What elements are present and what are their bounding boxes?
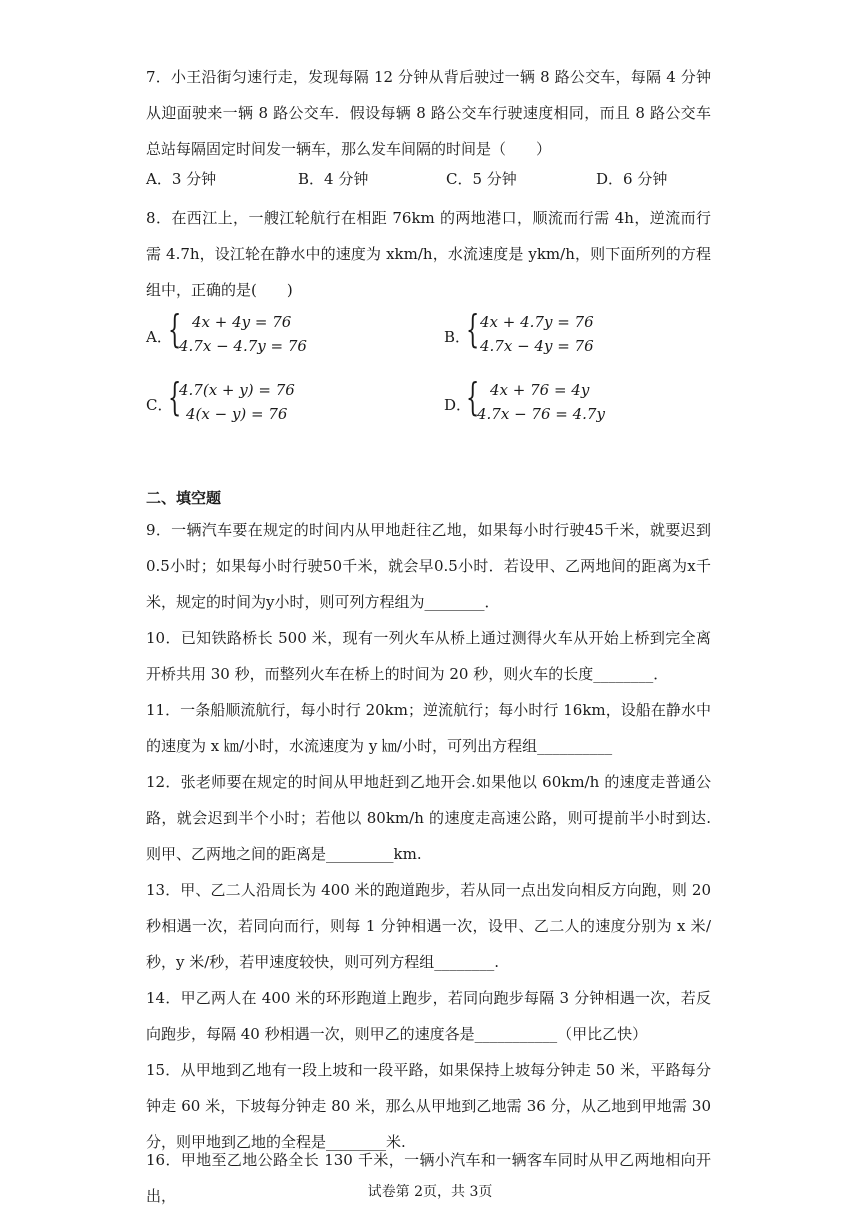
page-footer: 试卷第 2页，共 3页 bbox=[367, 1184, 493, 1200]
equation-2: 4.7x − 76 = 4.7y bbox=[477, 405, 605, 423]
equation-2: 4(x − y) = 76 bbox=[186, 405, 288, 423]
question-7-text: 7．小王沿街匀速行走，发现每隔 12 分钟从背后驶过一辆 8 路公交车，每隔 4 分钟从迎面驶来一辆 8 路公交车．假设每辆 8 路公交车行驶速度相同，而且 8 路公交车总站每隔固定时间发一辆车，那么发车间隔的时间是（ ） bbox=[146, 68, 711, 158]
equation-2: 4.7x − 4y = 76 bbox=[480, 337, 594, 355]
question-8-text: 8．在西江上，一艘江轮航行在相距 76km 的两地港口，顺流而行需 4h，逆流而行需 4.7h，设江轮在静水中的速度为 xkm/h，水流速度是 ykm/h，则下面所列的方程组中，正确的是( ) bbox=[146, 209, 711, 299]
question-7-option-a: A．3 分钟 bbox=[146, 170, 217, 188]
option-label: A． bbox=[146, 328, 172, 346]
question-10-text: 10．已知铁路桥长 500 米，现有一列火车从桥上通过测得火车从开始上桥到完全离开桥共用 30 秒，而整列火车在桥上的时间为 20 秒，则火车的长度________． bbox=[146, 629, 711, 683]
question-12-text: 12．张老师要在规定的时间从甲地赶到乙地开会.如果他以 60km/h 的速度走普通公路，就会迟到半个小时；若他以 80km/h 的速度走高速公路，则可提前半小时到达.则甲、乙两地之间的距离是_________km. bbox=[146, 773, 711, 863]
brace-icon: { bbox=[168, 307, 182, 351]
option-label: C． bbox=[146, 396, 173, 414]
option-label: D． bbox=[444, 396, 472, 414]
section-title: 二、填空题 bbox=[146, 489, 222, 507]
equation-1: 4.7(x + y) = 76 bbox=[179, 381, 295, 399]
question-14-text: 14．甲乙两人在 400 米的环形跑道上跑步，若同向跑步每隔 3 分钟相遇一次，若反向跑步，每隔 40 秒相遇一次，则甲乙的速度各是___________（甲比乙快） bbox=[146, 989, 711, 1043]
question-7-option-c: C．5 分钟 bbox=[446, 170, 517, 188]
question-16-text: 16．甲地至乙地公路全长 130 千米，一辆小汽车和一辆客车同时从甲乙两地相向开出， bbox=[146, 1151, 711, 1205]
question-13-text: 13．甲、乙二人沿周长为 400 米的跑道跑步，若从同一点出发向相反方向跑，则 20 秒相遇一次，若同向而行，则每 1 分钟相遇一次，设甲、乙二人的速度分别为 x 米/秒，y 米/秒，若甲速度较快，则可列方程组________. bbox=[146, 881, 711, 971]
option-label: B． bbox=[444, 328, 471, 346]
brace-icon: { bbox=[168, 375, 182, 419]
equation-1: 4x + 4.7y = 76 bbox=[480, 313, 594, 331]
question-7-options bbox=[146, 168, 711, 198]
equation-1: 4x + 4y = 76 bbox=[192, 313, 292, 331]
question-15-text: 15．从甲地到乙地有一段上坡和一段平路，如果保持上坡每分钟走 50 米，平路每分钟走 60 米，下坡每分钟走 80 米，那么从甲地到乙地需 36 分，从乙地到甲地需 30 分，则甲地到乙地的全程是________米. bbox=[146, 1061, 711, 1151]
question-7-option-d: D．6 分钟 bbox=[596, 170, 668, 188]
question-9-text: 9．一辆汽车要在规定的时间内从甲地赶往乙地，如果每小时行驶45千米，就要迟到0.5小时；如果每小时行驶50千米，就会早0.5小时．若设甲、乙两地间的距离为x千米，规定的时间为y小时，则可列方程组为________． bbox=[146, 521, 711, 611]
equation-1: 4x + 76 = 4y bbox=[490, 381, 590, 399]
question-11-text: 11．一条船顺流航行，每小时行 20km；逆流航行；每小时行 16km，设船在静水中的速度为 x ㎞/小时，水流速度为 y ㎞/小时，可列出方程组__________ bbox=[146, 701, 711, 755]
question-7-option-b: B．4 分钟 bbox=[298, 170, 369, 188]
equation-2: 4.7x − 4.7y = 76 bbox=[179, 337, 307, 355]
brace-icon: { bbox=[466, 375, 480, 419]
brace-icon: { bbox=[466, 307, 480, 351]
